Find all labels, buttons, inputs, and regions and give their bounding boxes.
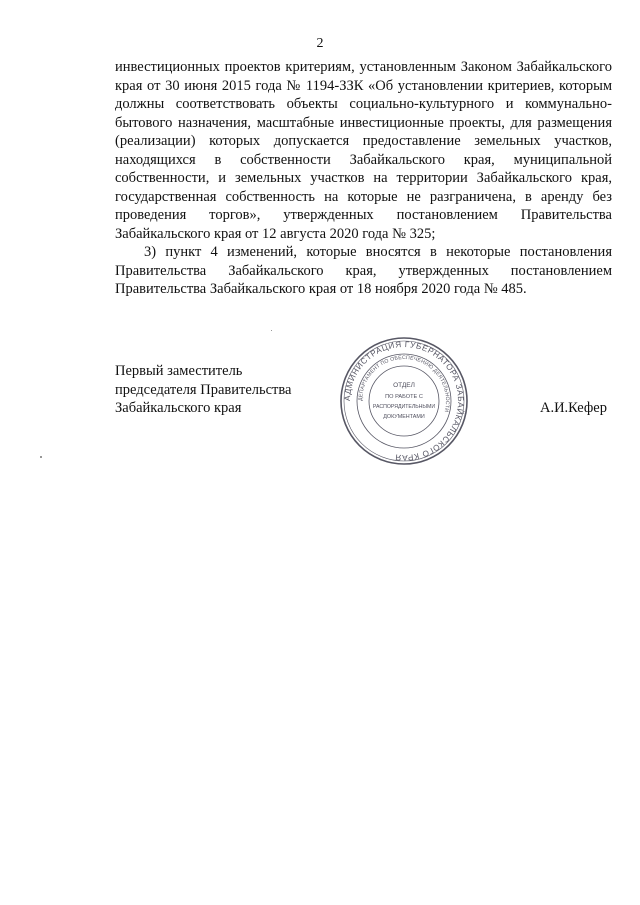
seal-center-line: ДОКУМЕНТАМИ [383,414,425,420]
seal-center-line: ПО РАБОТЕ С [385,394,423,400]
seal-center-line: РАСПОРЯДИТЕЛЬНЫМИ [372,404,436,410]
paragraph-continuation: инвестиционных проектов критериям, установленным Законом Забайкальского края от 30 июня 2015 года № 1194-ЗЗК «Об установлении критериев, которым должны соответствовать объекты социально-культурного и коммунально-бытового назначения, масштабные инвестиционные проекты, для размещения (реализации) которых допускается предоставление земельных участков, находящихся в собственности Забайкальского края, муниципальной собственности, и земельных участков на территории Забайкальского края, государственная собственность на которые не разграничена, в аренду без проведения торгов», утвержденных постановлением Правительства Забайкальского края от 12 августа 2020 года № 325; [115,59,612,242]
signatory-title-line: Первый заместитель [115,363,243,379]
signatory-title [115,362,291,418]
page-number: 2 [316,36,324,51]
seal-center-line: ОТДЕЛ [393,382,415,389]
seal-graphic [338,335,470,467]
seal-inner-ring [369,366,439,436]
seal-inner-text: ДЕПАРТАМЕНТ ПО ОБЕСПЕЧЕНИЮ ДЕЯТЕЛЬНОСТИ [357,354,451,413]
scan-speck [271,330,272,331]
paragraph-item-3: 3) пункт 4 изменений, которые вносятся в некоторые постановления Правительства Забайкальского края, утвержденных постановлением Правительства Забайкальского края от 18 ноября 2020 года № 485. [115,244,612,297]
signatory-title-line: председателя Правительства [115,381,292,398]
signatory-title-line: Забайкальского края [115,400,242,416]
signatory-name: А.И.Кефер [539,400,607,416]
scan-speck [40,456,42,458]
seal-outer-text: АДМИНИСТРАЦИЯ ГУБЕРНАТОРА ЗАБАЙКАЛЬСКОГО КРАЯ [342,339,466,463]
official-seal-stamp [338,335,470,467]
seal-middle-ring [357,354,451,448]
document-body [115,58,612,299]
